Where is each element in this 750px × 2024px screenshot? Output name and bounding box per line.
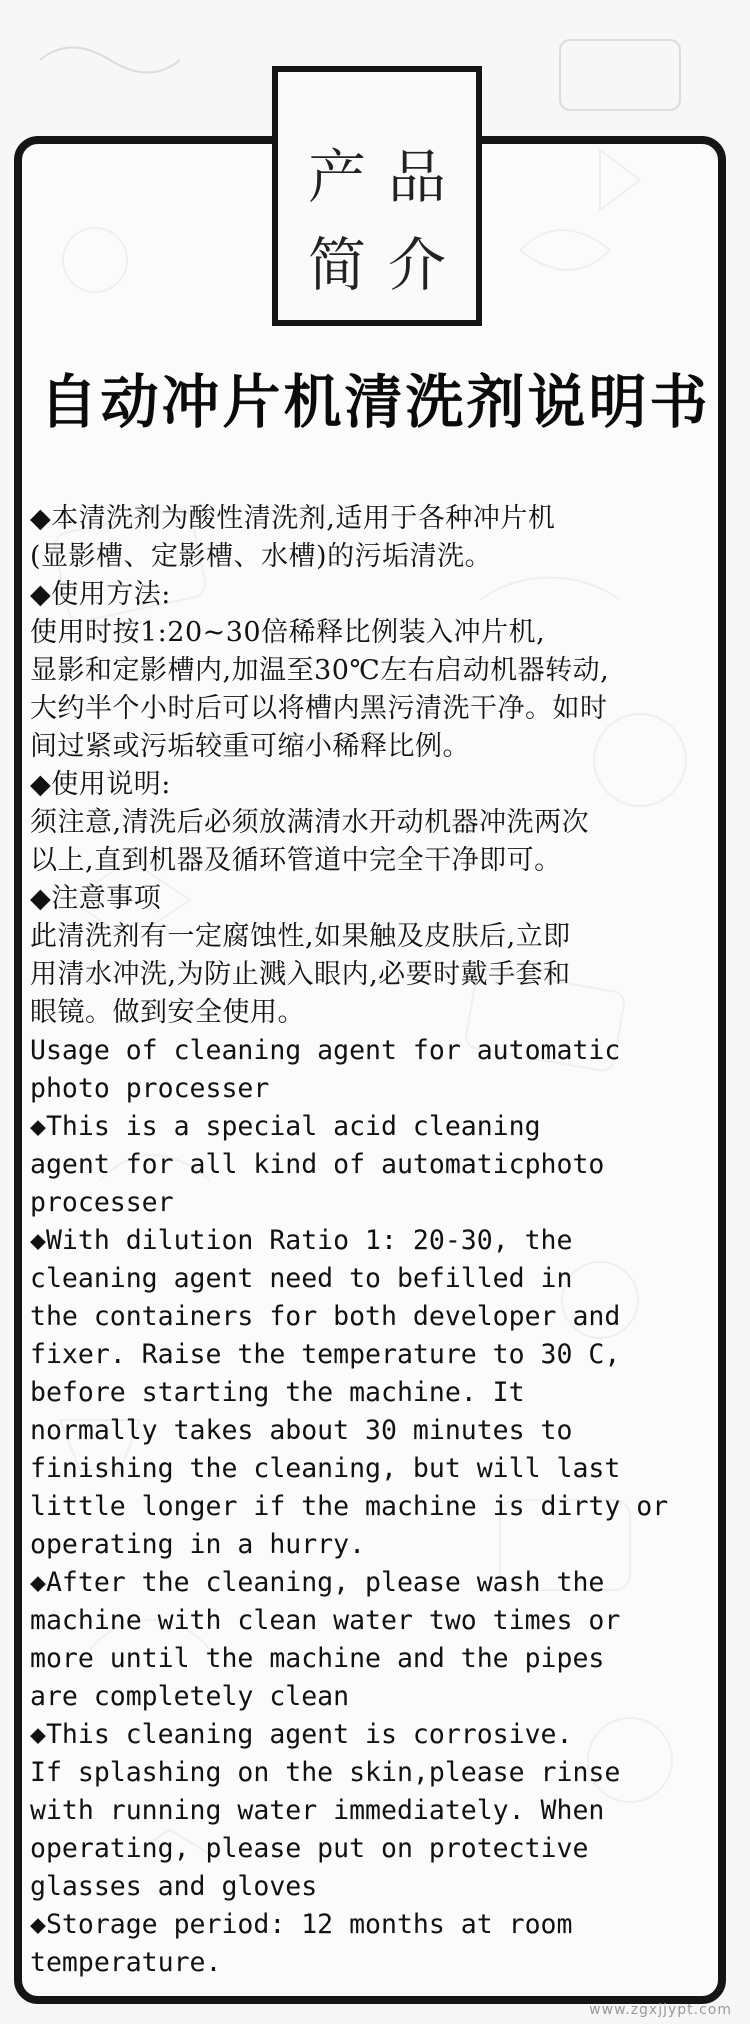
body-line: 此清洗剂有一定腐蚀性,如果触及皮肤后,立即 <box>30 921 571 952</box>
body-line: ◆使用方法: <box>30 579 171 610</box>
body-line: 须注意,清洗后必须放满清水开动机器冲洗两次 <box>30 807 590 838</box>
body-line: ◆This is a special acid cleaning <box>30 1111 541 1142</box>
body-line: ◆With dilution Ratio 1: 20-30, the <box>30 1225 573 1256</box>
body-line: operating in a hurry. <box>30 1529 366 1560</box>
body-line: ◆After the cleaning, please wash the <box>30 1567 605 1598</box>
watermark: www.zgxjjypt.com <box>589 2002 732 2018</box>
header-line-2: 简介 <box>308 231 469 299</box>
body-line: Usage of cleaning agent for automatic <box>30 1035 621 1066</box>
body-line: agent for all kind of automaticphoto <box>30 1149 605 1180</box>
body-line: If splashing on the skin,please rinse <box>30 1757 621 1788</box>
body-line: operating, please put on protective <box>30 1833 589 1864</box>
header-label-box <box>272 66 482 326</box>
body-line: ◆Storage period: 12 months at room <box>30 1909 573 1940</box>
body-line: 眼镜。做到安全使用。 <box>30 997 305 1028</box>
page-title: 自动冲片机清洗剂说明书 <box>39 368 711 436</box>
body-line: photo processer <box>30 1073 270 1104</box>
body-line: ◆注意事项 <box>30 883 162 914</box>
body-line: (显影槽、定影槽、水槽)的污垢清洗。 <box>30 541 493 572</box>
body-line: glasses and gloves <box>30 1871 318 1902</box>
body-line: before starting the machine. It <box>30 1377 525 1408</box>
body-line: 显影和定影槽内,加温至30℃左右启动机器转动, <box>30 655 610 686</box>
body-line: processer <box>30 1187 174 1218</box>
body-line: temperature. <box>30 1947 222 1978</box>
body-line: 用清水冲洗,为防止溅入眼内,必要时戴手套和 <box>30 959 571 990</box>
body-line: with running water immediately. When <box>30 1795 605 1826</box>
body-line: cleaning agent need to befilled in <box>30 1263 573 1294</box>
body-line: 使用时按1:20~30倍稀释比例装入冲片机, <box>30 617 546 648</box>
body-line: finishing the cleaning, but will last <box>30 1453 621 1484</box>
body-line: 以上,直到机器及循环管道中完全干净即可。 <box>30 845 562 876</box>
body-line: normally takes about 30 minutes to <box>30 1415 573 1446</box>
instructions-text <box>30 500 725 1982</box>
body-line: ◆使用说明: <box>30 769 171 800</box>
body-line: fixer. Raise the temperature to 30 C, <box>30 1339 621 1370</box>
body-line: are completely clean <box>30 1681 350 1712</box>
body-line: ◆本清洗剂为酸性清洗剂,适用于各种冲片机 <box>30 503 556 534</box>
body-line: more until the machine and the pipes <box>30 1643 605 1674</box>
body-line: little longer if the machine is dirty or <box>30 1491 669 1522</box>
header-line-1: 产品 <box>308 143 469 211</box>
body-line: machine with clean water two times or <box>30 1605 621 1636</box>
body-line: 间过紧或污垢较重可缩小稀释比例。 <box>30 731 470 762</box>
body-line: the containers for both developer and <box>30 1301 621 1332</box>
body-line: ◆This cleaning agent is corrosive. <box>30 1719 573 1750</box>
body-line: 大约半个小时后可以将槽内黑污清洗干净。如时 <box>30 693 608 724</box>
